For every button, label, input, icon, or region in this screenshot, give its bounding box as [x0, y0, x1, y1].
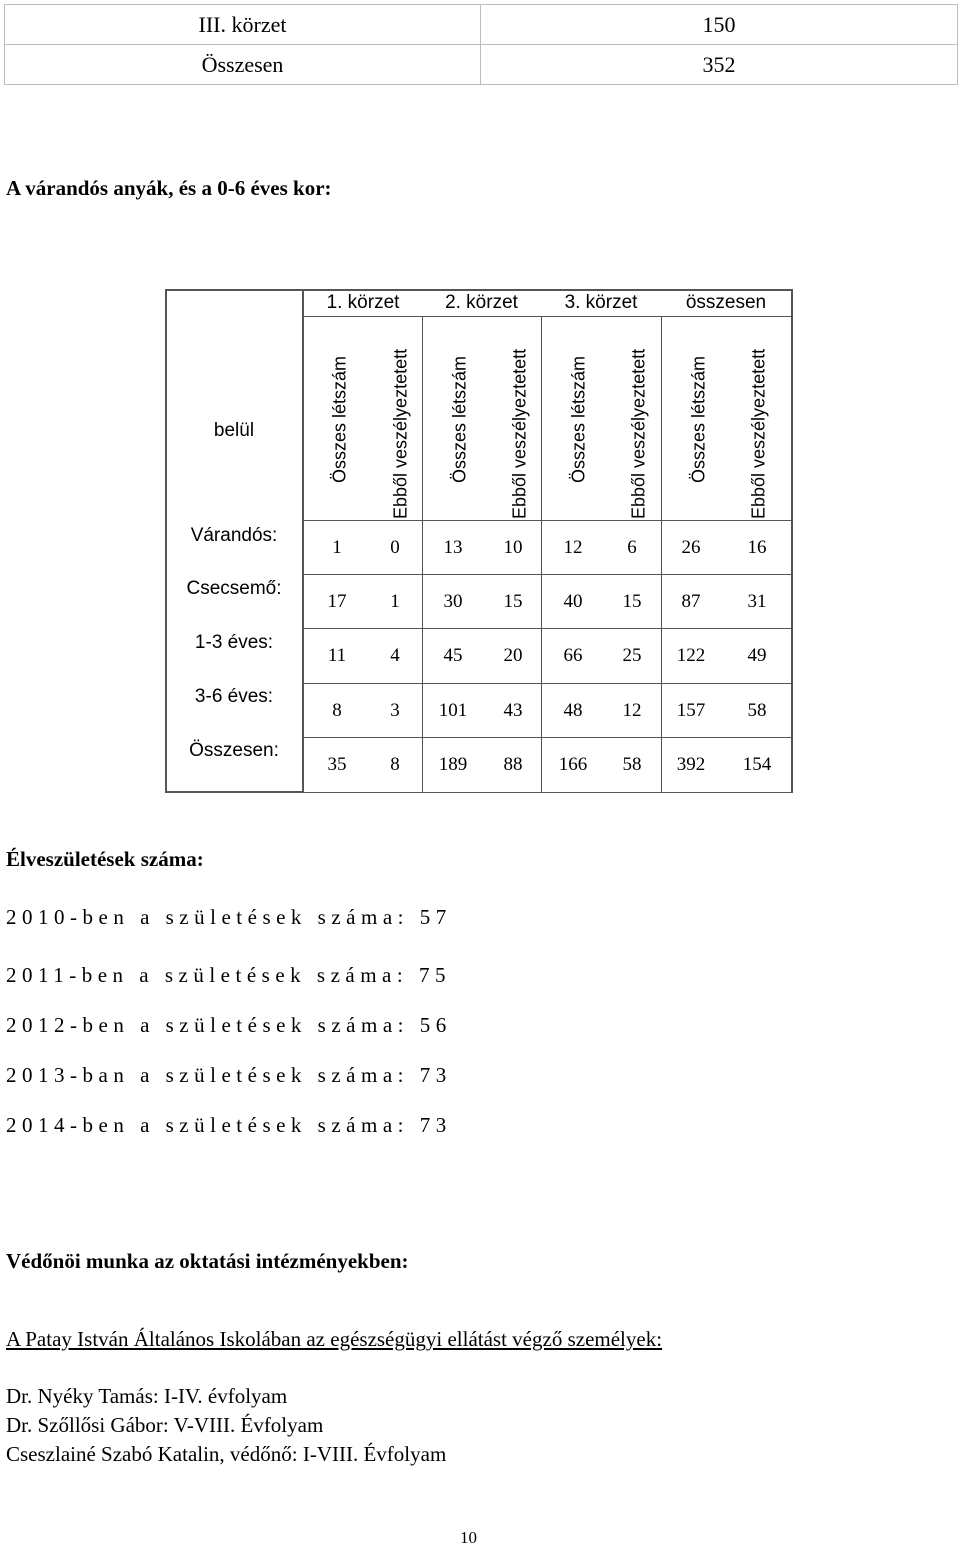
table-cell: 31	[747, 591, 767, 612]
table-cell: 25	[622, 645, 642, 666]
table-cell: 3	[390, 700, 400, 721]
sub-header: Ebből veszélyeztetett	[390, 348, 411, 519]
staff-line: Cseszlainé Szabó Katalin, védőnő: I-VIII. Évfolyam	[6, 1442, 447, 1466]
births-line: 2012-ben a születések száma: 56	[6, 1013, 452, 1037]
table-cell: 157	[676, 700, 706, 721]
row-label: 3-6 éves:	[194, 686, 274, 707]
mothers-children-table	[165, 289, 793, 793]
table-cell: 122	[676, 645, 706, 666]
table-cell: 0	[390, 537, 400, 558]
table-cell: 1	[390, 591, 400, 612]
row-label: Várandós:	[190, 525, 278, 546]
section-title-school: Védőnöi munka az oktatási intézményekben:	[6, 1249, 409, 1273]
district-value: 150	[481, 5, 958, 45]
table-cell: 88	[503, 754, 523, 775]
table-cell: 4	[390, 645, 400, 666]
table-cell: 15	[503, 591, 523, 612]
table-cell: 58	[622, 754, 642, 775]
total-value: 352	[481, 45, 958, 85]
summary-table	[4, 4, 958, 85]
district-header: 2. körzet	[445, 292, 518, 313]
table-cell: 66	[563, 645, 583, 666]
table-cell: 48	[563, 700, 583, 721]
district-header: összesen	[685, 292, 767, 313]
row-label: Csecsemő:	[186, 578, 282, 599]
table-cell: 17	[327, 591, 347, 612]
table-cell: 10	[503, 537, 523, 558]
table-cell: 189	[438, 754, 468, 775]
table-cell: 15	[622, 591, 642, 612]
table-cell: 49	[747, 645, 767, 666]
table-cell: 11	[327, 645, 347, 666]
table-cell: 101	[438, 700, 468, 721]
sub-header: Összes létszám	[449, 355, 470, 483]
table-cell: 12	[563, 537, 583, 558]
sub-header: Ebből veszélyeztetett	[509, 348, 530, 519]
table-cell: 8	[332, 700, 342, 721]
section-title-pregnant: A várandós anyák, és a 0-6 éves kor:	[6, 176, 332, 200]
page-number: 10	[460, 1528, 477, 1547]
sub-header: Összes létszám	[568, 355, 589, 483]
row-label: 1-3 éves:	[194, 632, 274, 653]
table-cell: 166	[558, 754, 588, 775]
table-cell: 154	[742, 754, 772, 775]
staff-line: Dr. Szőllősi Gábor: V-VIII. Évfolyam	[6, 1413, 324, 1437]
births-line: 2014-ben a születések száma: 73	[6, 1113, 452, 1137]
sub-header: Összes létszám	[329, 355, 350, 483]
staff-line: Dr. Nyéky Tamás: I-IV. évfolyam	[6, 1384, 288, 1408]
table-cell: 30	[443, 591, 463, 612]
row-label: Összesen:	[189, 740, 279, 761]
table-cell: 40	[563, 591, 583, 612]
sub-header: Ebből veszélyeztetett	[748, 348, 769, 519]
table-cell: 35	[327, 754, 347, 775]
births-line: 2011-ben a születések száma: 75	[6, 963, 451, 987]
table-cell: 6	[627, 537, 637, 558]
births-line: 2010-ben a születések száma: 57	[6, 905, 452, 929]
district-label: III. körzet	[5, 5, 481, 45]
table-cell: 16	[747, 537, 767, 558]
corner-label: belül	[213, 420, 255, 441]
table-row	[5, 5, 958, 45]
district-header: 3. körzet	[564, 292, 638, 313]
table-cell: 1	[332, 537, 342, 558]
table-cell: 13	[443, 537, 463, 558]
section-title-births: Élveszületések száma:	[6, 847, 204, 871]
table-cell: 43	[503, 700, 523, 721]
sub-header: Ebből veszélyeztetett	[628, 348, 649, 519]
table-cell: 12	[622, 700, 642, 721]
table-cell: 45	[443, 645, 463, 666]
table-cell: 392	[676, 754, 706, 775]
school-heading: A Patay István Általános Iskolában az egészségügyi ellátást végző személyek:	[6, 1327, 663, 1351]
table-row	[5, 45, 958, 85]
table-cell: 87	[681, 591, 701, 612]
table-cell: 8	[390, 754, 400, 775]
district-header: 1. körzet	[326, 292, 400, 313]
table-cell: 26	[681, 537, 701, 558]
sub-header: Összes létszám	[688, 355, 709, 483]
table-cell: 58	[747, 700, 767, 721]
total-label: Összesen	[5, 45, 481, 85]
table-cell: 20	[503, 645, 523, 666]
births-line: 2013-ban a születések száma: 73	[6, 1063, 452, 1087]
